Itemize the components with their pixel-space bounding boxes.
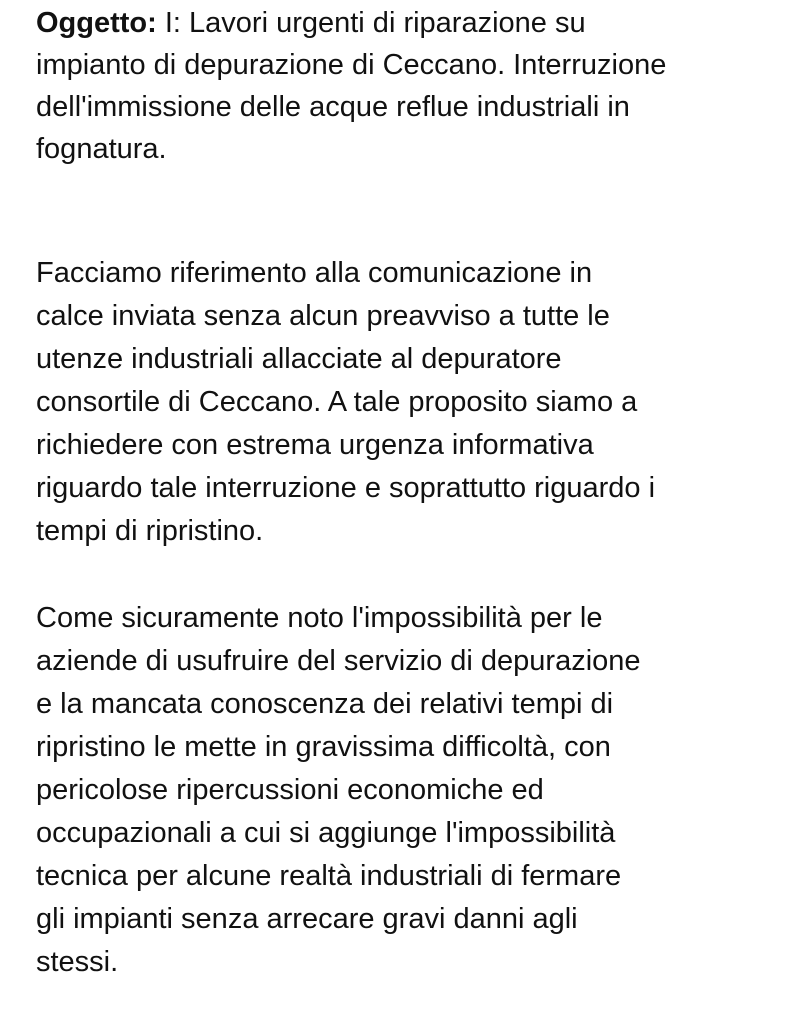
email-body [36, 0, 796, 984]
paragraph-line: stessi. [36, 946, 119, 978]
paragraph-impact [36, 597, 796, 984]
subject-line: fognatura. [36, 133, 167, 165]
paragraph-line: pericolose ripercussioni economiche ed [36, 774, 544, 806]
paragraph-reference [36, 252, 796, 553]
paragraph-line: riguardo tale interruzione e soprattutto riguardo i [36, 472, 656, 504]
paragraph-line: tecnica per alcune realtà industriali di fermare [36, 860, 622, 892]
paragraph-line: tempi di ripristino. [36, 515, 264, 547]
paragraph-line: calce inviata senza alcun preavviso a tutte le [36, 300, 610, 332]
subject-text: I: Lavori urgenti di riparazione su [156, 7, 586, 39]
paragraph-line: consortile di Ceccano. A tale proposito siamo a [36, 386, 638, 418]
subject-block [36, 2, 796, 170]
paragraph-line: aziende di usufruire del servizio di depurazione [36, 645, 641, 677]
paragraph-line: ripristino le mette in gravissima difficoltà, con [36, 731, 611, 763]
paragraph-line: gli impianti senza arrecare gravi danni agli [36, 903, 578, 935]
paragraph-line: occupazionali a cui si aggiunge l'impossibilità [36, 817, 616, 849]
paragraph-line: Come sicuramente noto l'impossibilità per le [36, 602, 603, 634]
paragraph-line: utenze industriali allacciate al depuratore [36, 343, 562, 375]
subject-line: impianto di depurazione di Ceccano. Interruzione [36, 49, 667, 81]
subject-line: dell'immissione delle acque reflue industriali in [36, 91, 630, 123]
paragraph-line: Facciamo riferimento alla comunicazione in [36, 257, 593, 289]
subject-label: Oggetto: [36, 7, 157, 39]
subject-line [36, 2, 796, 44]
paragraph-line: e la mancata conoscenza dei relativi tempi di [36, 688, 614, 720]
paragraph-line: richiedere con estrema urgenza informativa [36, 429, 594, 461]
